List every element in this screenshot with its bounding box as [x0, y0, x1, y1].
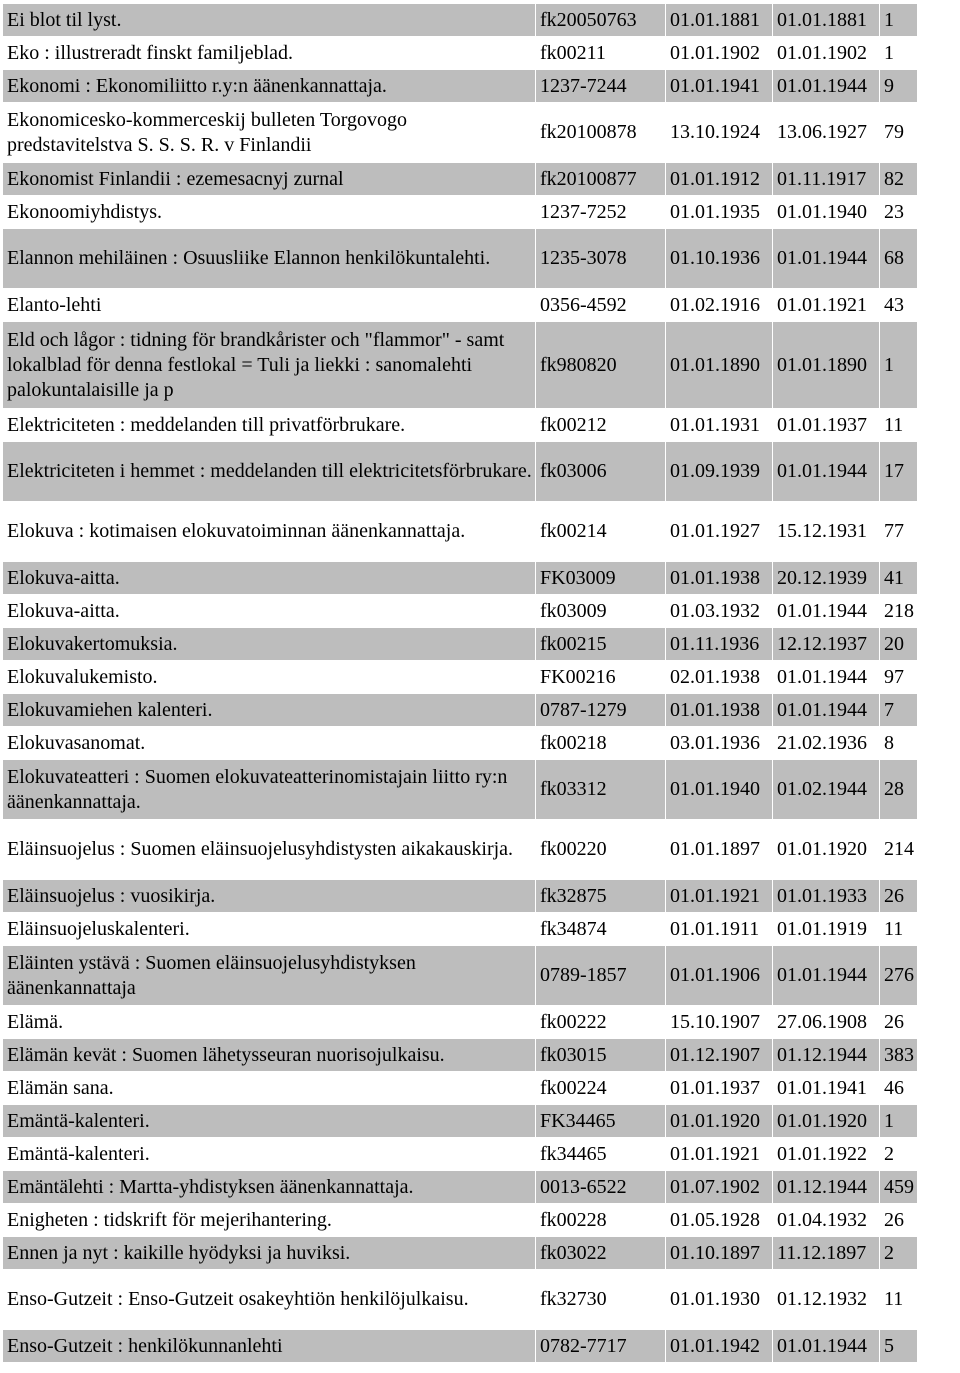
- table-row: [3, 880, 918, 913]
- cell-title: Elanto-lehti: [3, 289, 536, 322]
- cell-start-date: 01.09.1939: [666, 442, 773, 502]
- table-row: [3, 727, 918, 760]
- table-row: [3, 628, 918, 661]
- cell-start-date: 01.01.1890: [666, 322, 773, 409]
- cell-title: Ekonomist Finlandii : ezemesacnyj zurnal: [3, 163, 536, 196]
- cell-count: 9: [880, 70, 918, 103]
- cell-count: 82: [880, 163, 918, 196]
- cell-title: Elokuvakertomuksia.: [3, 628, 536, 661]
- cell-count: 383: [880, 1039, 918, 1072]
- table-body: [3, 4, 918, 1363]
- cell-count: 11: [880, 409, 918, 442]
- table-row: [3, 1237, 918, 1270]
- cell-start-date: 01.02.1916: [666, 289, 773, 322]
- cell-end-date: 27.06.1908: [773, 1006, 880, 1039]
- cell-title: Elokuvamiehen kalenteri.: [3, 694, 536, 727]
- cell-count: 68: [880, 229, 918, 289]
- table-row: [3, 196, 918, 229]
- table-row: [3, 289, 918, 322]
- table-row: [3, 913, 918, 946]
- cell-start-date: 01.01.1931: [666, 409, 773, 442]
- cell-id: fk00220: [536, 820, 666, 880]
- cell-count: 26: [880, 1204, 918, 1237]
- cell-id: fk20050763: [536, 4, 666, 37]
- cell-title: Enso-Gutzeit : henkilökunnanlehti: [3, 1330, 536, 1363]
- cell-title: Emäntä-kalenteri.: [3, 1105, 536, 1138]
- cell-title: Eläinsuojelus : vuosikirja.: [3, 880, 536, 913]
- cell-id: fk00222: [536, 1006, 666, 1039]
- cell-count: 28: [880, 760, 918, 820]
- cell-title: Elokuvalukemisto.: [3, 661, 536, 694]
- cell-title: Elektriciteten : meddelanden till privatförbrukare.: [3, 409, 536, 442]
- cell-title: Elämän sana.: [3, 1072, 536, 1105]
- cell-title: Ei blot til lyst.: [3, 4, 536, 37]
- cell-count: 2: [880, 1237, 918, 1270]
- cell-count: 8: [880, 727, 918, 760]
- cell-start-date: 01.01.1935: [666, 196, 773, 229]
- table-row: [3, 1039, 918, 1072]
- cell-end-date: 01.01.1944: [773, 70, 880, 103]
- cell-end-date: 01.01.1920: [773, 820, 880, 880]
- table-row: [3, 502, 918, 562]
- cell-end-date: 01.01.1944: [773, 1330, 880, 1363]
- cell-start-date: 01.01.1940: [666, 760, 773, 820]
- cell-start-date: 01.01.1938: [666, 562, 773, 595]
- cell-id: fk00211: [536, 37, 666, 70]
- cell-title: Eläinsuojelus : Suomen eläinsuojelusyhdistysten aikakauskirja.: [3, 820, 536, 880]
- cell-end-date: 01.01.1937: [773, 409, 880, 442]
- table-row: [3, 4, 918, 37]
- cell-id: 0787-1279: [536, 694, 666, 727]
- cell-start-date: 02.01.1938: [666, 661, 773, 694]
- cell-count: 23: [880, 196, 918, 229]
- cell-id: 1237-7244: [536, 70, 666, 103]
- cell-start-date: 01.05.1928: [666, 1204, 773, 1237]
- cell-end-date: 01.01.1919: [773, 913, 880, 946]
- cell-count: 26: [880, 880, 918, 913]
- cell-count: 5: [880, 1330, 918, 1363]
- cell-start-date: 03.01.1936: [666, 727, 773, 760]
- cell-id: FK00216: [536, 661, 666, 694]
- cell-count: 26: [880, 1006, 918, 1039]
- publications-table: [2, 3, 918, 1363]
- cell-count: 214: [880, 820, 918, 880]
- cell-id: 0356-4592: [536, 289, 666, 322]
- cell-id: fk00218: [536, 727, 666, 760]
- cell-count: 41: [880, 562, 918, 595]
- cell-title: Emäntä-kalenteri.: [3, 1138, 536, 1171]
- cell-title: Eläinten ystävä : Suomen eläinsuojelusyhdistyksen äänenkannattaja: [3, 946, 536, 1006]
- table-row: [3, 760, 918, 820]
- table-row: [3, 1105, 918, 1138]
- cell-id: fk980820: [536, 322, 666, 409]
- cell-id: FK34465: [536, 1105, 666, 1138]
- cell-count: 1: [880, 322, 918, 409]
- table-row: [3, 661, 918, 694]
- cell-count: 276: [880, 946, 918, 1006]
- cell-id: fk32875: [536, 880, 666, 913]
- cell-id: fk00212: [536, 409, 666, 442]
- table-row: [3, 694, 918, 727]
- cell-end-date: 01.01.1922: [773, 1138, 880, 1171]
- table-row: [3, 1270, 918, 1330]
- cell-count: 11: [880, 1270, 918, 1330]
- cell-id: fk03022: [536, 1237, 666, 1270]
- cell-id: fk03015: [536, 1039, 666, 1072]
- cell-end-date: 01.01.1881: [773, 4, 880, 37]
- cell-count: 1: [880, 37, 918, 70]
- cell-end-date: 01.01.1921: [773, 289, 880, 322]
- cell-count: 43: [880, 289, 918, 322]
- cell-title: Elämän kevät : Suomen lähetysseuran nuorisojulkaisu.: [3, 1039, 536, 1072]
- table-row: [3, 562, 918, 595]
- cell-start-date: 01.07.1902: [666, 1171, 773, 1204]
- table-row: [3, 1171, 918, 1204]
- cell-count: 17: [880, 442, 918, 502]
- cell-count: 218: [880, 595, 918, 628]
- cell-count: 46: [880, 1072, 918, 1105]
- cell-id: fk00214: [536, 502, 666, 562]
- cell-start-date: 01.01.1902: [666, 37, 773, 70]
- cell-start-date: 01.11.1936: [666, 628, 773, 661]
- cell-start-date: 15.10.1907: [666, 1006, 773, 1039]
- cell-end-date: 01.12.1944: [773, 1039, 880, 1072]
- table-row: [3, 1072, 918, 1105]
- cell-id: FK03009: [536, 562, 666, 595]
- cell-id: 0782-7717: [536, 1330, 666, 1363]
- cell-end-date: 01.01.1941: [773, 1072, 880, 1105]
- cell-count: 2: [880, 1138, 918, 1171]
- cell-end-date: 01.04.1932: [773, 1204, 880, 1237]
- cell-end-date: 01.02.1944: [773, 760, 880, 820]
- cell-start-date: 01.01.1911: [666, 913, 773, 946]
- cell-title: Ekonomicesko-kommerceskij bulleten Torgovogo predstavitelstva S. S. S. R. v Finlandii: [3, 103, 536, 163]
- cell-title: Elokuva-aitta.: [3, 562, 536, 595]
- cell-count: 97: [880, 661, 918, 694]
- cell-count: 1: [880, 1105, 918, 1138]
- cell-end-date: 01.01.1944: [773, 946, 880, 1006]
- cell-id: fk00215: [536, 628, 666, 661]
- table-row: [3, 946, 918, 1006]
- cell-title: Ennen ja nyt : kaikille hyödyksi ja huviksi.: [3, 1237, 536, 1270]
- cell-end-date: 12.12.1937: [773, 628, 880, 661]
- cell-end-date: 01.01.1944: [773, 694, 880, 727]
- cell-start-date: 01.12.1907: [666, 1039, 773, 1072]
- cell-end-date: 01.01.1944: [773, 661, 880, 694]
- cell-start-date: 01.01.1930: [666, 1270, 773, 1330]
- cell-title: Ekonomi : Ekonomiliitto r.y:n äänenkannattaja.: [3, 70, 536, 103]
- cell-id: fk32730: [536, 1270, 666, 1330]
- cell-end-date: 01.01.1944: [773, 229, 880, 289]
- cell-id: 1235-3078: [536, 229, 666, 289]
- cell-title: Elokuvateatteri : Suomen elokuvateatterinomistajain liitto ry:n äänenkannattaja.: [3, 760, 536, 820]
- table-row: [3, 70, 918, 103]
- cell-count: 1: [880, 4, 918, 37]
- cell-count: 11: [880, 913, 918, 946]
- table-row: [3, 103, 918, 163]
- cell-end-date: 01.01.1890: [773, 322, 880, 409]
- table-row: [3, 163, 918, 196]
- cell-start-date: 01.01.1881: [666, 4, 773, 37]
- cell-start-date: 01.01.1938: [666, 694, 773, 727]
- cell-id: fk00228: [536, 1204, 666, 1237]
- cell-end-date: 01.01.1940: [773, 196, 880, 229]
- cell-title: Elannon mehiläinen : Osuusliike Elannon henkilökuntalehti.: [3, 229, 536, 289]
- cell-end-date: 01.01.1902: [773, 37, 880, 70]
- cell-title: Ekonoomiyhdistys.: [3, 196, 536, 229]
- cell-start-date: 01.01.1942: [666, 1330, 773, 1363]
- cell-start-date: 01.01.1937: [666, 1072, 773, 1105]
- cell-start-date: 01.01.1897: [666, 820, 773, 880]
- cell-start-date: 13.10.1924: [666, 103, 773, 163]
- table-row: [3, 820, 918, 880]
- cell-end-date: 21.02.1936: [773, 727, 880, 760]
- table-row: [3, 595, 918, 628]
- cell-start-date: 01.03.1932: [666, 595, 773, 628]
- cell-start-date: 01.01.1906: [666, 946, 773, 1006]
- cell-end-date: 13.06.1927: [773, 103, 880, 163]
- cell-title: Enso-Gutzeit : Enso-Gutzeit osakeyhtiön henkilöjulkaisu.: [3, 1270, 536, 1330]
- cell-start-date: 01.01.1921: [666, 880, 773, 913]
- cell-title: Elokuvasanomat.: [3, 727, 536, 760]
- cell-start-date: 01.01.1941: [666, 70, 773, 103]
- cell-start-date: 01.01.1927: [666, 502, 773, 562]
- cell-id: fk03009: [536, 595, 666, 628]
- cell-title: Eko : illustreradt finskt familjeblad.: [3, 37, 536, 70]
- cell-id: 1237-7252: [536, 196, 666, 229]
- cell-end-date: 01.12.1944: [773, 1171, 880, 1204]
- cell-id: fk00224: [536, 1072, 666, 1105]
- cell-end-date: 01.11.1917: [773, 163, 880, 196]
- cell-start-date: 01.01.1912: [666, 163, 773, 196]
- cell-id: 0789-1857: [536, 946, 666, 1006]
- cell-id: fk03312: [536, 760, 666, 820]
- cell-end-date: 15.12.1931: [773, 502, 880, 562]
- cell-end-date: 01.12.1932: [773, 1270, 880, 1330]
- cell-count: 79: [880, 103, 918, 163]
- table-row: [3, 409, 918, 442]
- cell-start-date: 01.10.1936: [666, 229, 773, 289]
- cell-title: Emäntälehti : Martta-yhdistyksen äänenkannattaja.: [3, 1171, 536, 1204]
- table-row: [3, 1006, 918, 1039]
- table-row: [3, 37, 918, 70]
- cell-end-date: 01.01.1944: [773, 595, 880, 628]
- cell-id: fk03006: [536, 442, 666, 502]
- cell-id: fk34874: [536, 913, 666, 946]
- cell-title: Eläinsuojeluskalenteri.: [3, 913, 536, 946]
- cell-title: Elokuva : kotimaisen elokuvatoiminnan äänenkannattaja.: [3, 502, 536, 562]
- cell-count: 459: [880, 1171, 918, 1204]
- cell-count: 7: [880, 694, 918, 727]
- cell-count: 77: [880, 502, 918, 562]
- cell-end-date: 01.01.1933: [773, 880, 880, 913]
- cell-end-date: 11.12.1897: [773, 1237, 880, 1270]
- cell-id: 0013-6522: [536, 1171, 666, 1204]
- cell-title: Eld och lågor : tidning för brandkårister och "flammor" - samt lokalblad för denna festlokal = Tuli ja liekki : sanomalehti palokuntalaisille ja p: [3, 322, 536, 409]
- cell-id: fk20100878: [536, 103, 666, 163]
- cell-start-date: 01.01.1920: [666, 1105, 773, 1138]
- table-row: [3, 1330, 918, 1363]
- cell-id: fk20100877: [536, 163, 666, 196]
- cell-end-date: 01.01.1920: [773, 1105, 880, 1138]
- table-row: [3, 229, 918, 289]
- cell-title: Elämä.: [3, 1006, 536, 1039]
- cell-count: 20: [880, 628, 918, 661]
- table-row: [3, 1204, 918, 1237]
- cell-start-date: 01.10.1897: [666, 1237, 773, 1270]
- cell-title: Enigheten : tidskrift för mejerihantering.: [3, 1204, 536, 1237]
- cell-id: fk34465: [536, 1138, 666, 1171]
- cell-start-date: 01.01.1921: [666, 1138, 773, 1171]
- cell-end-date: 01.01.1944: [773, 442, 880, 502]
- table-row: [3, 322, 918, 409]
- cell-title: Elokuva-aitta.: [3, 595, 536, 628]
- table-row: [3, 442, 918, 502]
- cell-end-date: 20.12.1939: [773, 562, 880, 595]
- table-row: [3, 1138, 918, 1171]
- cell-title: Elektriciteten i hemmet : meddelanden till elektricitetsförbrukare.: [3, 442, 536, 502]
